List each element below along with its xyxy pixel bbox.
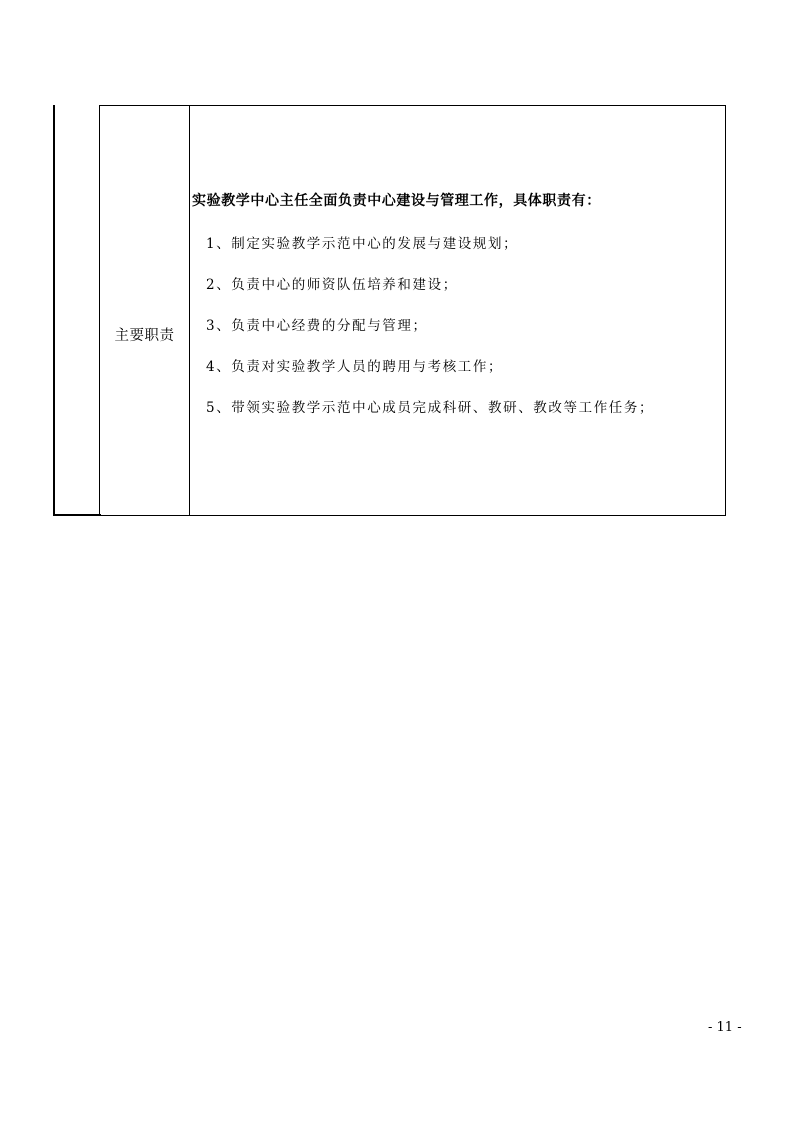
row-label: 主要职责 [114,328,175,344]
row-label-cell [99,105,189,516]
responsibility-item-3: 3、负责中心经费的分配与管理； [206,318,428,334]
responsibilities-lead: 实验教学中心主任全面负责中心建设与管理工作，具体职责有： [192,193,601,209]
responsibility-item-1: 1、制定实验教学示范中心的发展与建设规划； [206,236,519,252]
responsibilities-table [53,105,726,516]
page-number: - 11 - [708,1020,742,1035]
responsibility-item-4: 4、负责对实验教学人员的聘用与考核工作； [206,359,504,375]
content-cell [189,105,726,516]
responsibility-item-2: 2、负责中心的师资队伍培养和建设； [206,277,458,293]
table-left-margin-cell [53,105,101,516]
responsibility-item-5: 5、带领实验教学示范中心成员完成科研、教研、教改等工作任务； [206,400,655,416]
